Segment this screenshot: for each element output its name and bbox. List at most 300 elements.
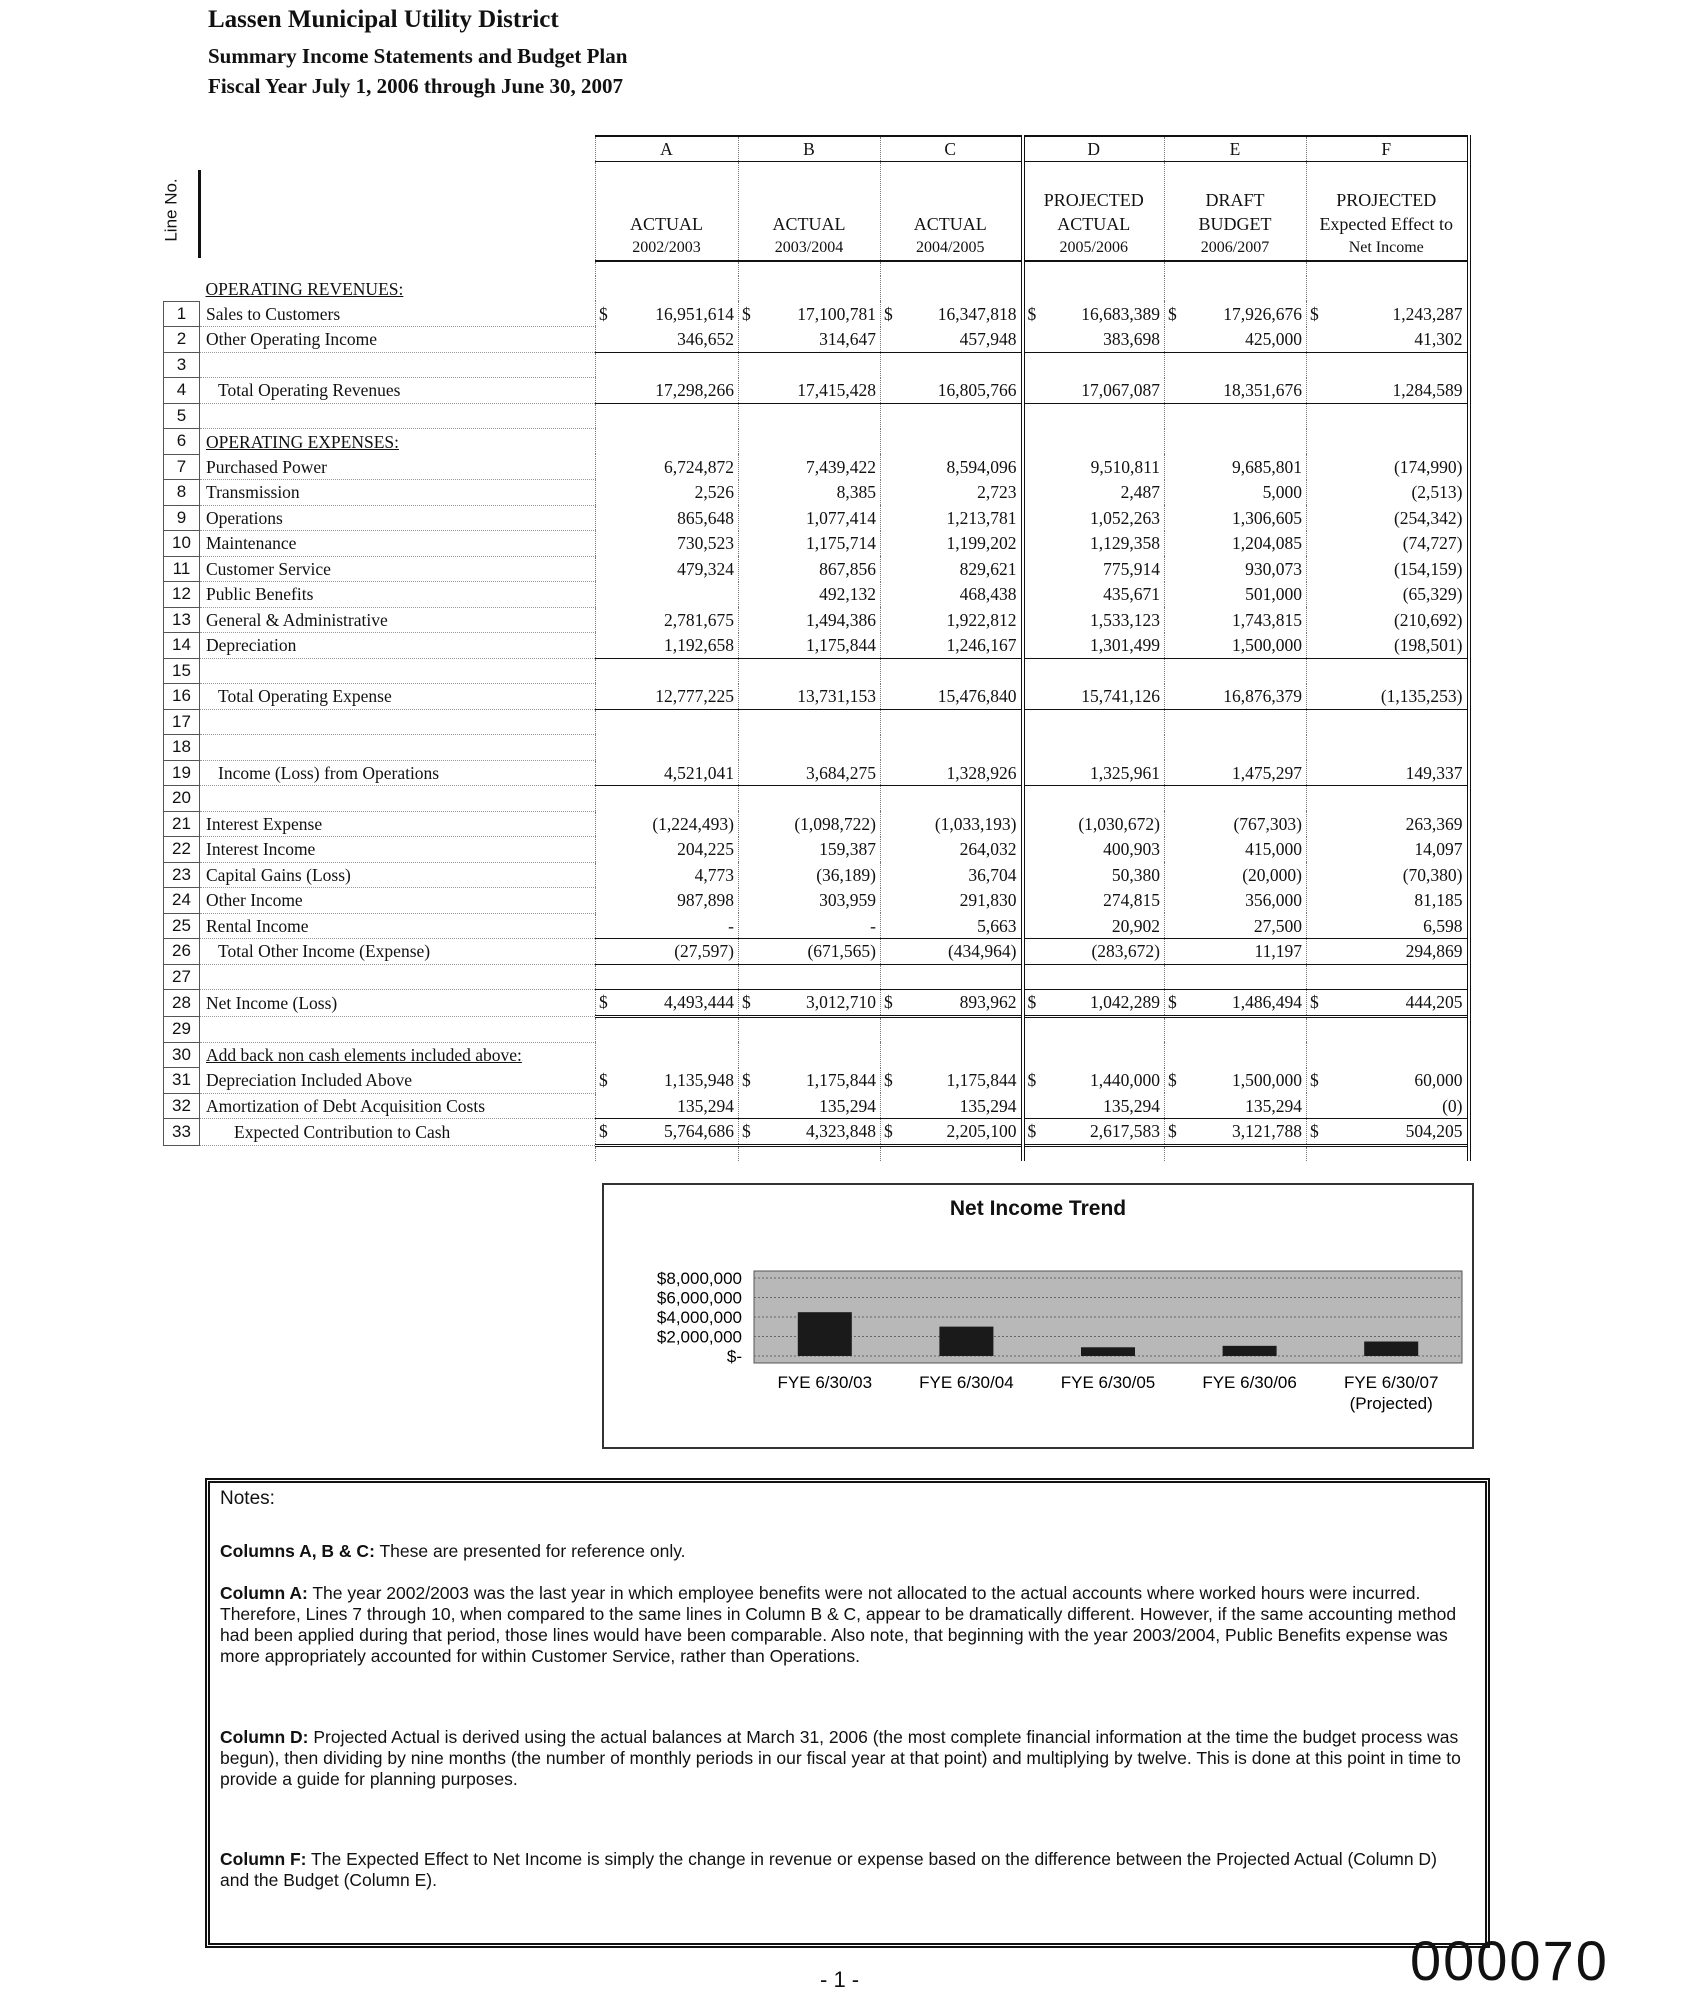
cell-value [1307,276,1469,301]
line-number: 33 [164,1119,200,1146]
cell-value [596,505,739,531]
cell-value [1307,480,1469,506]
amount: 15,741,126 [1081,686,1160,706]
dollar-sign: $ [1168,1121,1177,1142]
cell-value [1023,607,1165,633]
amount: 425,000 [1245,329,1302,349]
amount: 17,100,781 [797,303,876,324]
column-period: 2005/2006 [1059,239,1128,256]
x-tick-label: FYE 6/30/05 [1060,1373,1156,1392]
line-number: 32 [164,1093,200,1119]
amount: 1,494,386 [806,609,876,630]
cell-value [596,1119,739,1146]
amount: 1,486,494 [1232,992,1302,1013]
amount: 730,523 [677,533,734,554]
cell-value [1023,403,1165,429]
row-label: Amortization of Debt Acquisition Costs [200,1093,596,1119]
cell-value [739,327,881,353]
cell-value [1023,837,1165,863]
table-row [164,1068,1469,1094]
cell-value [1165,429,1307,455]
line-number: 14 [164,633,200,659]
amount: 444,205 [1405,992,1463,1013]
amount: 135,294 [959,1095,1017,1116]
row-label: Operations [200,505,596,531]
cell-value [1023,1042,1165,1068]
cell-value [1307,429,1469,455]
amount: 1,743,815 [1232,609,1302,630]
y-tick-label: $2,000,000 [656,1327,742,1347]
amount: 159,387 [819,839,876,860]
table-row [164,888,1469,914]
cell-value [1165,684,1307,710]
cell-value [1165,735,1307,761]
dollar-sign: $ [1310,303,1319,324]
cell-value [739,582,881,608]
amount: (74,727) [1402,533,1463,554]
cell-value [739,786,881,812]
amount: (154,159) [1393,558,1463,579]
cell-value [1023,862,1165,888]
amount: 264,032 [959,839,1017,860]
cell-value [739,531,881,557]
cell-value [1307,939,1469,965]
row-label: Total Other Income (Expense) [200,939,596,965]
amount: 1,135,948 [664,1070,734,1091]
table-row [164,760,1469,786]
column-period: 2004/2005 [916,239,985,256]
amount: (174,990) [1393,456,1463,477]
amount: 16,951,614 [655,303,734,324]
cell-value [596,403,739,429]
amount: 18,351,676 [1223,380,1302,400]
cell-value [881,1093,1023,1119]
chart-plot [604,1185,1472,1447]
dollar-sign: $ [1027,303,1037,324]
cell-value [739,658,881,684]
row-label: General & Administrative [200,607,596,633]
y-tick-label: $4,000,000 [656,1308,742,1327]
column-header [881,162,1023,262]
table-row [164,531,1469,557]
amount: (65,329) [1402,584,1463,605]
cell-value [1023,735,1165,761]
amount: 11,197 [1254,941,1302,962]
row-label [200,964,596,990]
table-row [164,327,1469,353]
note-key: Column F: [220,1849,307,1869]
line-number: 13 [164,607,200,633]
amount: 1,533,123 [1090,609,1160,630]
table-row [164,735,1469,761]
cell-value [739,735,881,761]
amount: 17,415,428 [797,380,876,400]
dollar-sign: $ [742,1070,751,1091]
cell-value [1023,556,1165,582]
note-text: The year 2002/2003 was the last year in which employee benefits were not allocated to the actual accounts where worked hours were incurred. Therefore, Lines 7 through 10, when compared to the same lines in Column B & C, appear to be dramatically different. However, if the same accounting method had been applied during that period, those lines would have been comparable. Also note, that beginning with the year 2003/2004, Public Benefits expense was more appropriately accounted for within Customer Service, rather than Operations. [220,1583,1457,1666]
cell-value [596,1093,739,1119]
line-number: 20 [164,786,200,812]
line-number: 4 [164,378,200,404]
cell-value [1165,913,1307,939]
cell-value [1165,505,1307,531]
table-row [164,837,1469,863]
amount: 16,347,818 [937,303,1017,324]
amount: 356,000 [1245,890,1302,911]
cell-value [1165,378,1307,404]
cell-value [1165,964,1307,990]
dollar-sign: $ [599,303,608,324]
amount: 13,731,153 [797,686,876,706]
column-period: Net Income [1348,239,1424,256]
cell-value [1023,633,1165,659]
amount: 3,121,788 [1232,1121,1302,1142]
amount: 1,243,287 [1392,303,1463,324]
amount: (36,189) [816,864,876,885]
notes-box [205,1478,1490,1948]
cell-value [1165,301,1307,327]
row-label: Other Operating Income [200,327,596,353]
cell-value [881,480,1023,506]
cell-value [1023,786,1165,812]
amount: 16,876,379 [1223,686,1302,706]
amount: 2,526 [694,482,734,503]
line-number: 26 [164,939,200,965]
cell-value [739,607,881,633]
cell-value [596,1042,739,1068]
cell-value [739,633,881,659]
table-row [164,633,1469,659]
amount: (283,672) [1091,941,1160,962]
cell-value [1307,913,1469,939]
cell-value [739,811,881,837]
note-column-a [220,1583,1468,1667]
column-heading: ACTUAL [913,214,987,234]
dollar-sign: $ [1027,992,1037,1013]
column-heading: PROJECTED Expected Effect to [1319,190,1454,234]
bar [798,1312,852,1356]
cell-value [1307,1042,1469,1068]
table-row [164,1093,1469,1119]
table-row [164,429,1469,455]
cell-value [1023,811,1165,837]
amount: 5,000 [1262,482,1302,503]
row-label [200,786,596,812]
cell-value [596,378,739,404]
chart-title: Net Income Trend [949,1197,1127,1220]
amount: 1,328,926 [946,762,1017,783]
line-number [164,276,200,301]
row-label: Interest Expense [200,811,596,837]
cell-value [1307,633,1469,659]
cell-value [1307,1016,1469,1042]
row-label: Depreciation Included Above [200,1068,596,1094]
row-label [200,403,596,429]
cell-value [596,760,739,786]
cell-value [596,684,739,710]
cell-value [1307,556,1469,582]
amount: 1,077,414 [806,507,876,528]
amount: 135,294 [677,1095,734,1116]
amount: 1,042,289 [1090,992,1160,1013]
line-number: 5 [164,403,200,429]
amount: - [870,915,876,936]
cell-value [881,888,1023,914]
amount: 2,487 [1120,482,1160,503]
cell-value [596,811,739,837]
cell-value [881,633,1023,659]
table-row [164,862,1469,888]
line-number: 9 [164,505,200,531]
document-title: Lassen Municipal Utility District [208,6,559,33]
amount: 1,246,167 [946,635,1017,655]
amount: 383,698 [1103,329,1160,349]
cell-value [596,862,739,888]
cell-value [1307,352,1469,378]
amount: (210,692) [1393,609,1463,630]
amount: 9,510,811 [1090,456,1160,477]
cell-value [596,556,739,582]
amount: 17,926,676 [1223,303,1302,324]
table-row [164,709,1469,735]
amount: (434,964) [947,941,1017,962]
cell-value [881,301,1023,327]
cell-value [881,964,1023,990]
cell-value [596,786,739,812]
amount: 1,500,000 [1232,1070,1302,1091]
net-income-chart [602,1183,1474,1449]
cell-value [1307,454,1469,480]
cell-value [1165,531,1307,557]
cell-value [596,531,739,557]
amount: (1,033,193) [934,813,1017,834]
cell-value [1307,760,1469,786]
dollar-sign: $ [742,1121,751,1142]
line-number: 7 [164,454,200,480]
column-period: 2006/2007 [1200,239,1270,256]
dollar-sign: $ [1310,992,1319,1013]
cell-value [596,327,739,353]
column-letter: E [1165,136,1307,162]
dollar-sign: $ [884,303,893,324]
cell-value [1165,709,1307,735]
line-number: 8 [164,480,200,506]
cell-value [881,1119,1023,1146]
dollar-sign: $ [1168,303,1177,324]
amount: 4,493,444 [664,992,734,1013]
row-label: Income (Loss) from Operations [200,760,596,786]
cell-value [1307,658,1469,684]
column-letter: D [1023,136,1165,162]
amount: 303,959 [819,890,876,911]
cell-value [739,378,881,404]
cell-value [739,837,881,863]
cell-value [881,735,1023,761]
table-row [164,301,1469,327]
amount: 135,294 [1245,1095,1302,1116]
row-label [200,709,596,735]
line-number: 30 [164,1042,200,1068]
table-row [164,964,1469,990]
cell-value [1023,709,1165,735]
column-letter: B [739,136,881,162]
amount: 492,132 [819,584,876,605]
cell-value [1165,327,1307,353]
y-tick-label: $6,000,000 [656,1288,742,1308]
cell-value [1023,505,1165,531]
dollar-sign: $ [599,1070,608,1091]
amount: 274,815 [1103,890,1160,911]
line-number: 23 [164,862,200,888]
cell-value [1023,276,1165,301]
cell-value [1165,760,1307,786]
amount: 16,683,389 [1081,303,1160,324]
cell-value [1165,352,1307,378]
dollar-sign: $ [1027,1121,1037,1142]
table-row [164,403,1469,429]
line-number: 31 [164,1068,200,1094]
row-label: OPERATING REVENUES: [205,278,404,299]
amount: 479,324 [677,558,734,579]
row-label [200,352,596,378]
amount: 346,652 [677,329,734,349]
cell-value [1023,658,1165,684]
dollar-sign: $ [884,1121,893,1142]
cell-value [881,378,1023,404]
cell-value [596,633,739,659]
cell-value [1023,939,1165,965]
cell-value [1307,582,1469,608]
amount: 2,205,100 [946,1121,1017,1142]
cell-value [739,709,881,735]
cell-value [1165,1119,1307,1146]
cell-value [881,607,1023,633]
amount: 5,764,686 [664,1121,734,1142]
x-tick-label: FYE 6/30/04 [919,1373,1014,1392]
y-tick-label: $- [726,1347,742,1366]
amount: 930,073 [1245,558,1302,579]
amount: 50,380 [1111,864,1160,885]
row-label: Capital Gains (Loss) [200,862,596,888]
line-number: 28 [164,990,200,1017]
table-row [164,378,1469,404]
line-number: 18 [164,735,200,761]
cell-value [1307,505,1469,531]
cell-value [739,888,881,914]
row-label: Total Operating Expense [200,684,596,710]
amount: 1,325,961 [1090,762,1160,783]
x-tick-label: FYE 6/30/03 [777,1373,873,1392]
cell-value [1165,888,1307,914]
amount: (767,303) [1233,813,1302,834]
amount: 867,856 [819,558,876,579]
cell-value [1165,1042,1307,1068]
bates-stamp: 000070 [1410,1929,1609,1992]
amount: 893,962 [959,992,1017,1013]
cell-value [1023,429,1165,455]
row-label: Transmission [200,480,596,506]
cell-value [881,1042,1023,1068]
cell-value [1165,607,1307,633]
amount: 415,000 [1245,839,1302,860]
row-label: Customer Service [200,556,596,582]
x-tick-label: FYE 6/30/07 (Projected) [1343,1373,1439,1413]
cell-value [596,607,739,633]
amount: (70,380) [1402,864,1463,885]
row-label: Expected Contribution to Cash [200,1119,596,1146]
cell-value [1307,888,1469,914]
table-row [164,1016,1469,1042]
dollar-sign: $ [599,992,608,1013]
column-letter: A [596,136,739,162]
row-label: Interest Income [200,837,596,863]
table-row [164,582,1469,608]
amount: 17,298,266 [655,380,734,400]
column-header [1023,162,1165,262]
amount: 135,294 [1103,1095,1160,1116]
column-heading: PROJECTED ACTUAL [1043,190,1144,234]
amount: 8,385 [836,482,876,503]
cell-value [739,352,881,378]
cell-value [596,582,739,608]
note-text: The Expected Effect to Net Income is simply the change in revenue or expense based on the difference between the Projected Actual (Column D) and the Budget (Column E). [220,1849,1437,1890]
cell-value [739,403,881,429]
cell-value [739,480,881,506]
cell-value [1307,684,1469,710]
row-label: Net Income (Loss) [200,990,596,1017]
note-column-f [220,1849,1468,1891]
column-letters-row [164,136,1469,162]
amount: 6,724,872 [664,456,734,477]
page-number: - 1 - [820,1967,860,1992]
amount: 60,000 [1414,1070,1463,1091]
cell-value [1165,658,1307,684]
cell-value [881,990,1023,1017]
table-row [164,990,1469,1017]
cell-value [1023,913,1165,939]
amount: 12,777,225 [655,686,734,706]
column-header-row [164,162,1469,262]
income-statement-table [163,135,1471,1161]
cell-value [881,454,1023,480]
amount: 1,284,589 [1392,380,1463,400]
amount: (2,513) [1411,482,1463,503]
table-row [164,658,1469,684]
cell-value [1023,1093,1165,1119]
dollar-sign: $ [599,1121,608,1142]
amount: 294,869 [1405,941,1463,962]
amount: 1,500,000 [1232,635,1302,655]
cell-value [1165,1093,1307,1119]
amount: 41,302 [1414,329,1463,349]
table-row [164,786,1469,812]
column-header [596,162,739,262]
cell-value [881,760,1023,786]
amount: 775,914 [1103,558,1160,579]
cell-value [739,964,881,990]
amount: 1,175,844 [806,635,876,655]
cell-value [739,1093,881,1119]
line-number: 15 [164,658,200,684]
amount: 263,369 [1405,813,1463,834]
table-row [164,505,1469,531]
amount: 16,805,766 [937,380,1017,400]
amount: 1,922,812 [946,609,1017,630]
cell-value [1023,301,1165,327]
cell-value [1307,811,1469,837]
cell-value [596,735,739,761]
amount: 2,781,675 [664,609,734,630]
